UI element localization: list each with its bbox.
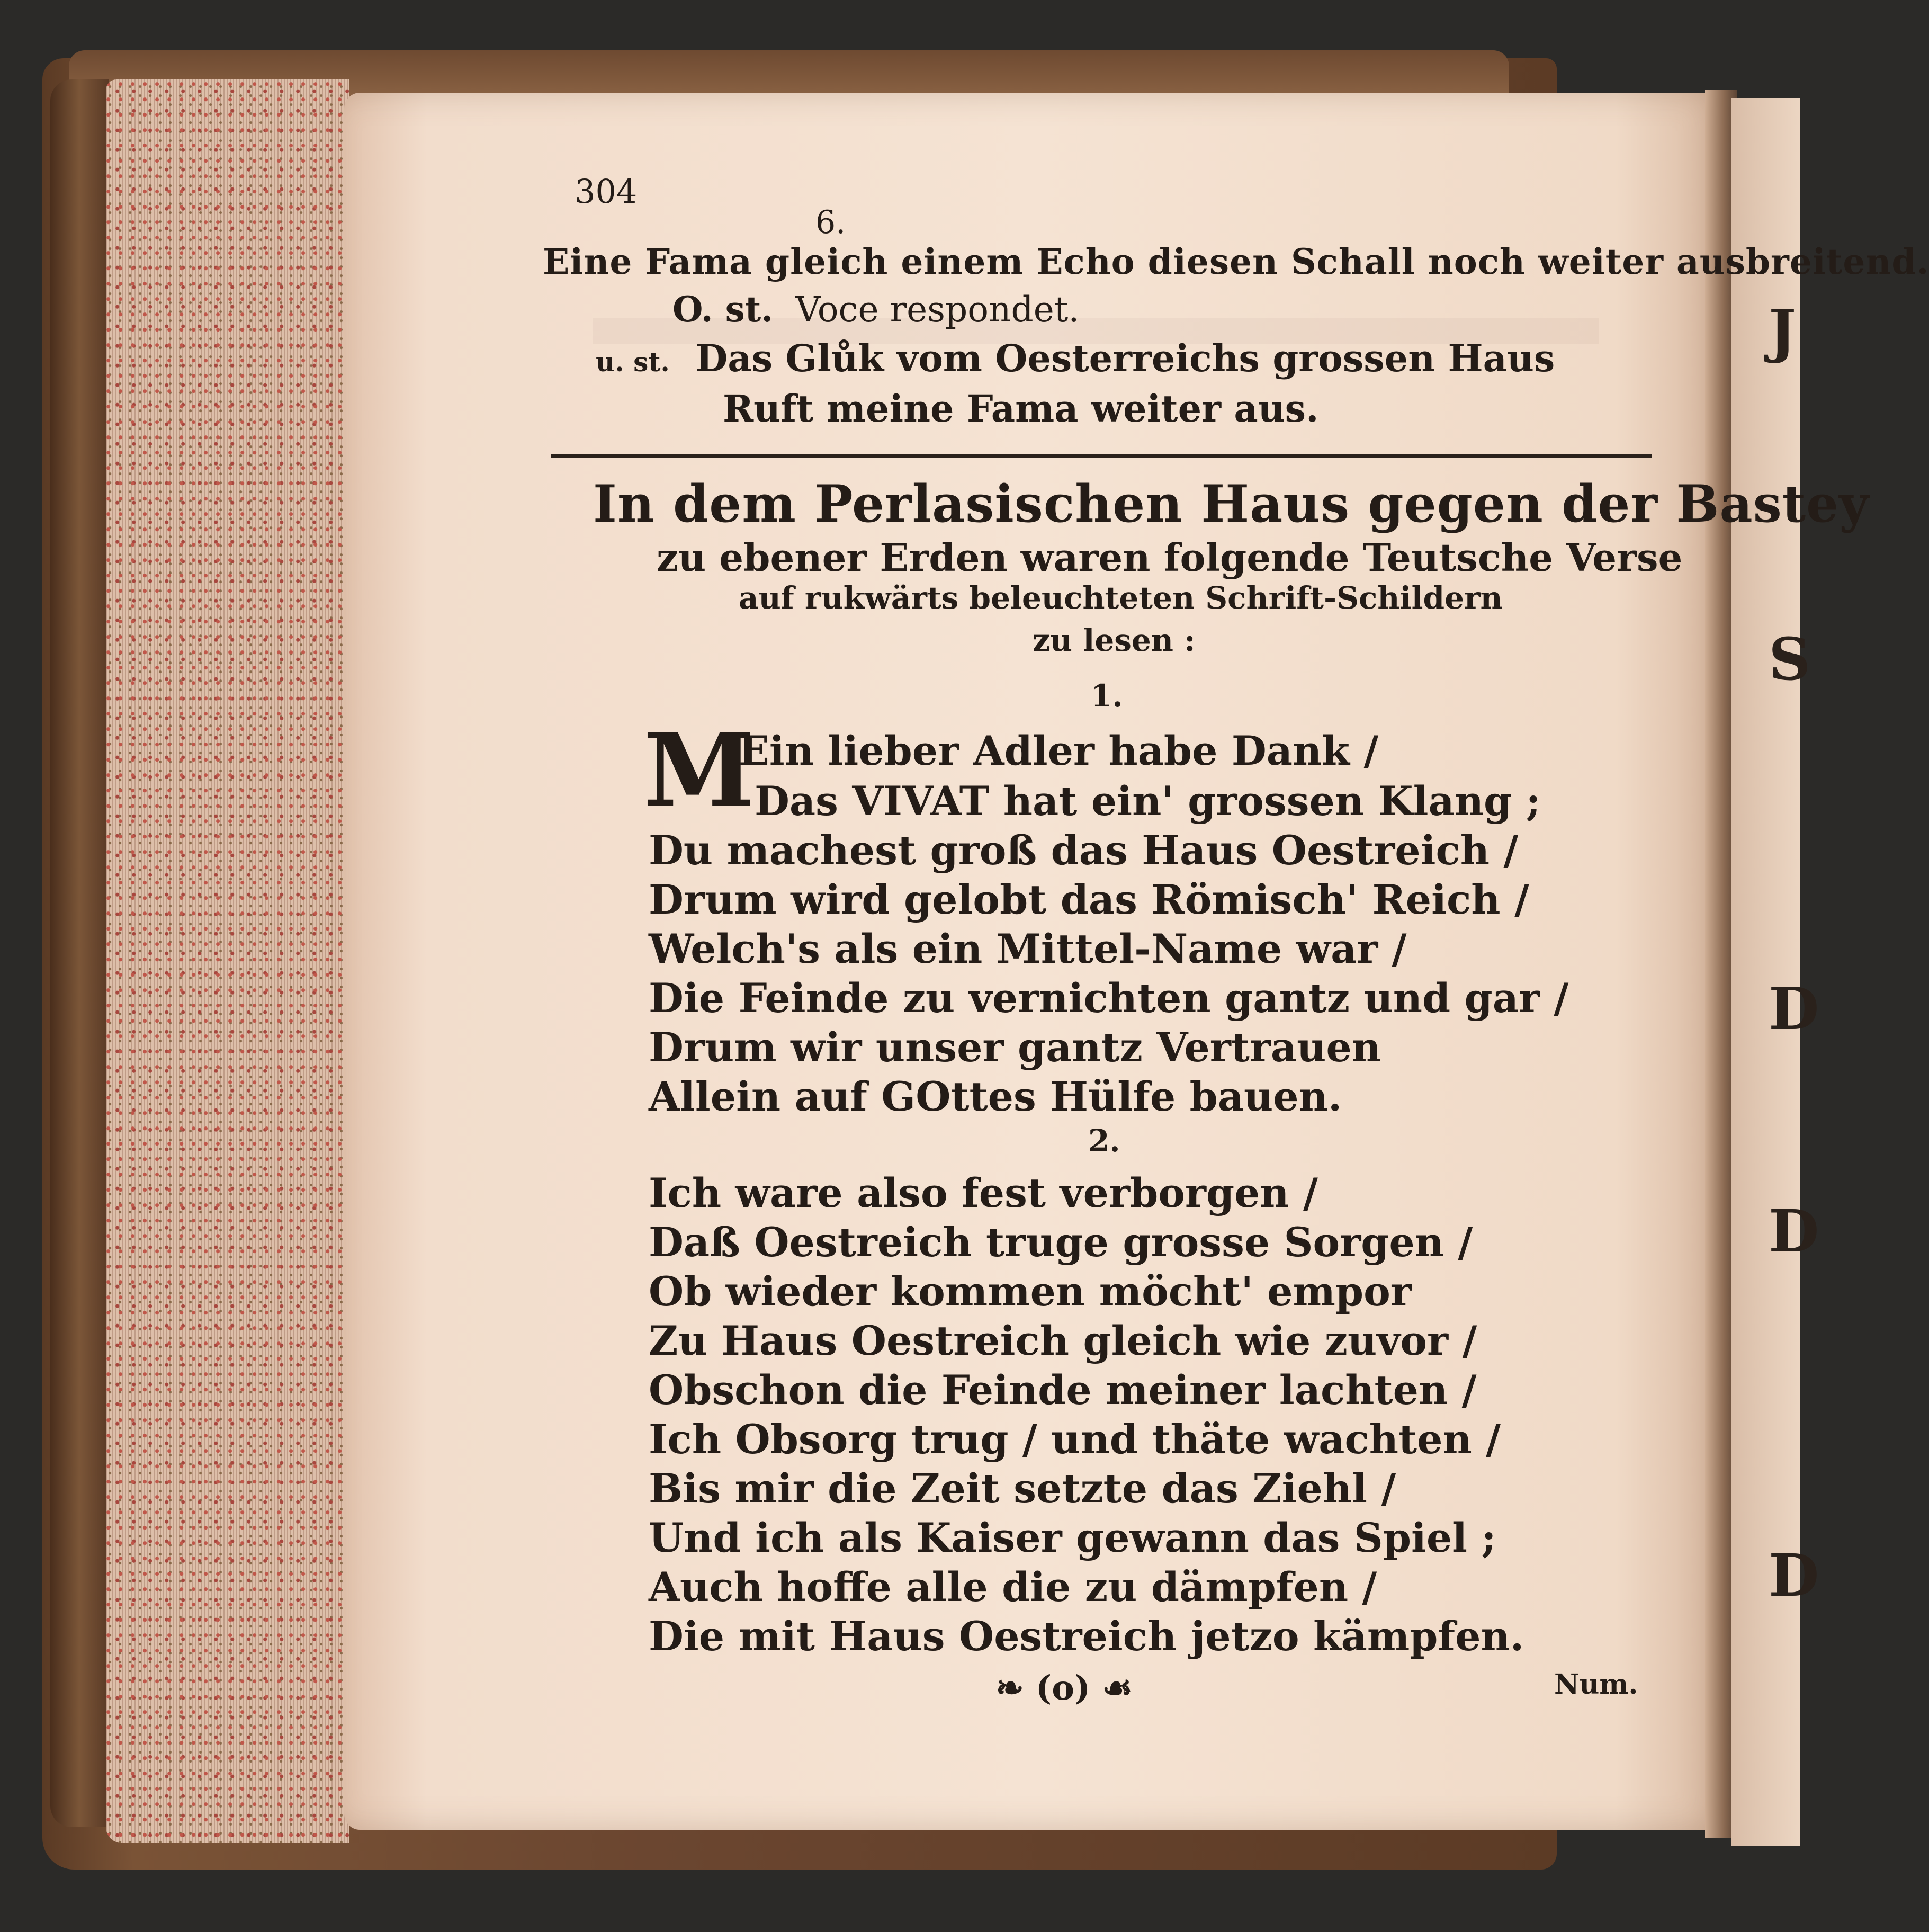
catchword: Num.: [1554, 1668, 1638, 1701]
verse-line: Ich ware also fest verborgen /: [649, 1169, 1318, 1217]
u-st-verse: Ruft meine Fama weiter aus.: [723, 387, 1319, 431]
stanza-number: 2.: [1088, 1123, 1120, 1159]
facing-glyph: J: [1769, 297, 1797, 365]
verse-line: Drum wir unser gantz Vertrauen: [649, 1024, 1381, 1071]
inscription-title: In dem Perlasischen Haus gegen der Bastey: [593, 474, 1869, 534]
verse-line: Bis mir die Zeit setzte das Ziehl /: [649, 1465, 1396, 1512]
verse-line: Welch's als ein Mittel-Name war /: [649, 925, 1407, 972]
verse-line: Das VIVAT hat ein' grossen Klang ;: [755, 777, 1541, 825]
page-block-edges: [106, 79, 349, 1843]
verse-line: Auch hoffe alle die zu dämpfen /: [649, 1563, 1377, 1611]
o-st-label: O. st.: [672, 289, 774, 330]
verse-line: Zu Haus Oestreich gleich wie zuvor /: [649, 1317, 1477, 1364]
verse-line: Ob wieder kommen möcht' empor: [649, 1268, 1412, 1315]
divider-rule: [551, 454, 1652, 458]
page-number: 304: [575, 172, 638, 211]
drop-cap: M: [643, 711, 755, 829]
inscription-subtitle: auf rukwärts beleuchteten Schrift-Schildern: [739, 580, 1503, 616]
stanza-number: 1.: [1091, 678, 1123, 714]
u-st-verse: Das Glůk vom Oesterreichs grossen Haus: [695, 336, 1555, 380]
inscription-subtitle: zu lesen :: [1033, 622, 1196, 658]
verse-line: Obschon die Feinde meiner lachten /: [649, 1366, 1477, 1414]
section-heading: Eine Fama gleich einem Echo diesen Schall noch weiter ausbreitend.: [543, 241, 1929, 282]
spine-edge: [50, 79, 109, 1827]
verse-line: Allein auf GOttes Hülfe bauen.: [649, 1073, 1342, 1120]
verse-line: Du machest groß das Haus Oestreich /: [649, 827, 1519, 874]
o-st-line: [672, 289, 1079, 330]
verse-line: Ein lieber Adler habe Dank /: [739, 727, 1379, 774]
verse-line: Daß Oestreich truge grosse Sorgen /: [649, 1219, 1473, 1266]
verse-line: Und ich als Kaiser gewann das Spiel ;: [649, 1514, 1496, 1561]
u-st-label: u. st.: [596, 346, 670, 378]
facing-glyph: S: [1769, 625, 1811, 693]
facing-glyph: D: [1769, 1197, 1819, 1265]
footer-ornament: ❧ (o) ☙: [995, 1668, 1133, 1708]
verse-line: Die mit Haus Oestreich jetzo kämpfen.: [649, 1613, 1524, 1660]
u-st-line: [596, 336, 1555, 380]
verse-line: Drum wird gelobt das Römisch' Reich /: [649, 876, 1529, 923]
verse-line: Ich Obsorg trug / und thäte wachten /: [649, 1416, 1501, 1463]
facing-glyph: D: [1769, 974, 1819, 1043]
inscription-subtitle: zu ebener Erden waren folgende Teutsche Verse: [657, 535, 1683, 580]
facing-glyph: D: [1769, 1541, 1819, 1609]
section-number: 6.: [815, 204, 846, 241]
o-st-text: Voce respondet.: [795, 289, 1080, 330]
verse-line: Die Feinde zu vernichten gantz und gar /: [649, 974, 1569, 1022]
